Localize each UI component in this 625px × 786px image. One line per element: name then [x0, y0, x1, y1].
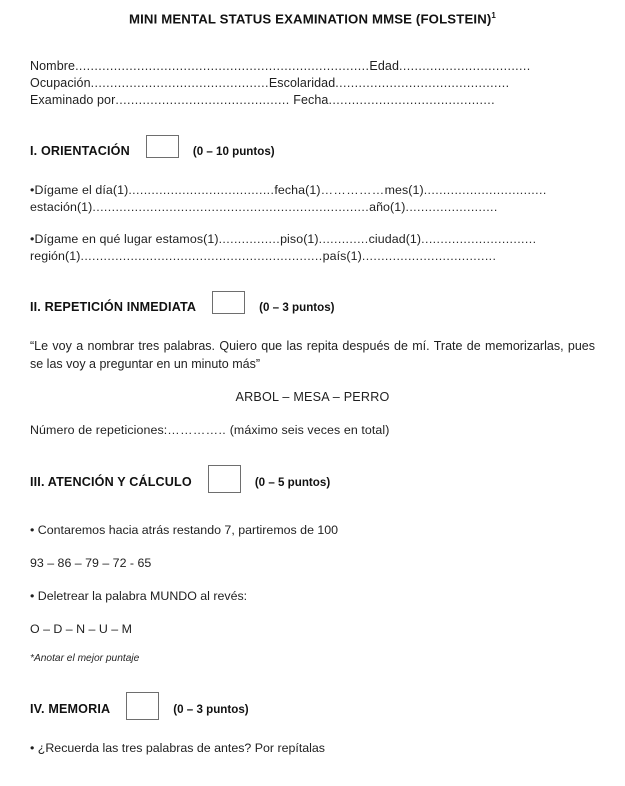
- fill-line-ciudad[interactable]: ..............................: [421, 232, 537, 247]
- fill-line-edad[interactable]: ..................................: [399, 59, 531, 74]
- fill-line-escolaridad[interactable]: .............................................: [335, 76, 510, 91]
- fill-line-piso[interactable]: .............: [318, 232, 369, 247]
- note-maximo-repeticiones: (máximo seis veces en total): [226, 422, 390, 437]
- score-box-orientacion[interactable]: [146, 135, 179, 158]
- title-footnote-marker: 1: [491, 11, 497, 20]
- question-line-region-pais: [30, 248, 595, 265]
- field-row-nombre: [30, 58, 595, 75]
- section-title-orientacion: I. ORIENTACIÓN: [30, 144, 130, 159]
- section-header-orientacion: [0, 135, 625, 167]
- label-numero-repeticiones: Número de repeticiones:: [30, 422, 168, 437]
- fill-line-ocupacion[interactable]: ..............................................: [90, 76, 269, 91]
- label-mes: mes(1): [384, 183, 424, 198]
- task-answer-restar-siete[interactable]: 93 – 86 – 79 – 72 - 65: [30, 555, 152, 570]
- label-fecha-item: fecha(1): [274, 183, 321, 198]
- fill-line-pais[interactable]: ...................................: [361, 249, 497, 264]
- task-label-restar-siete: • Contaremos hacia atrás restando 7, partiremos de 100: [30, 522, 339, 537]
- label-examinado-por: Examinado por: [30, 93, 116, 108]
- question-line-lugar-piso-ciudad: [30, 231, 595, 248]
- score-range-memoria: (0 – 3 puntos): [173, 702, 249, 716]
- field-row-examinado-por: [30, 92, 595, 109]
- fill-line-nombre[interactable]: ............................................................................: [75, 59, 370, 74]
- question-group-orientacion-tiempo: [0, 182, 625, 216]
- label-piso: piso(1): [280, 232, 319, 247]
- field-row-ocupacion: [30, 75, 595, 92]
- instruction-quote-repeticion: “Le voy a nombrar tres palabras. Quiero que las repita después de mí. Trate de memorizarlas, pues se las voy a preguntar en un minuto más”: [30, 339, 595, 371]
- task-label-deletrear-mundo: • Deletrear la palabra MUNDO al revés:: [30, 588, 248, 603]
- label-pais: país(1): [322, 249, 362, 264]
- fill-line-mes[interactable]: ................................: [423, 183, 547, 198]
- word-list-repeticion: ARBOL – MESA – PERRO: [235, 390, 390, 405]
- section-title-memoria: IV. MEMORIA: [30, 702, 111, 717]
- section-header-atencion-calculo: [0, 465, 625, 500]
- section-title-repeticion: II. REPETICIÓN INMEDIATA: [30, 300, 197, 315]
- fill-line-estacion[interactable]: ........................................................................: [92, 200, 370, 215]
- fill-line-region[interactable]: ...............................................................: [80, 249, 323, 264]
- label-region: región(1): [30, 249, 81, 264]
- label-escolaridad: Escolaridad: [268, 76, 336, 91]
- label-digame-lugar: •Dígame en qué lugar estamos(1): [30, 232, 219, 247]
- question-group-orientacion-lugar: [0, 231, 625, 265]
- fill-line-dia[interactable]: ......................................: [128, 183, 275, 198]
- score-range-atencion-calculo: (0 – 5 puntos): [254, 475, 331, 489]
- score-range-repeticion: (0 – 3 puntos): [259, 300, 335, 314]
- footnote-anotar-mejor-puntaje: *Anotar el mejor puntaje: [30, 652, 140, 664]
- score-box-atencion-calculo[interactable]: [208, 465, 241, 493]
- label-digame-el-dia: •Dígame el día(1): [30, 183, 129, 198]
- fill-line-lugar[interactable]: ................: [218, 232, 281, 247]
- task-label-recuerda-palabras: • ¿Recuerda las tres palabras de antes? Por repítalas: [30, 740, 325, 755]
- label-ciudad: ciudad(1): [368, 232, 422, 247]
- fill-line-fecha[interactable]: ...........................................: [328, 93, 496, 108]
- section-title-atencion-calculo: III. ATENCIÓN Y CÁLCULO: [30, 475, 192, 490]
- fill-line-fecha-item[interactable]: ……………: [320, 183, 385, 198]
- fill-line-examinado-por[interactable]: .............................................: [115, 93, 290, 108]
- question-line-dia-fecha-mes: [30, 182, 595, 199]
- label-edad: Edad: [369, 59, 399, 74]
- fill-line-numero-repeticiones[interactable]: …………..: [167, 422, 227, 437]
- patient-identity-fields: [0, 58, 625, 109]
- fill-line-ano[interactable]: ........................: [405, 200, 498, 215]
- label-ocupacion: Ocupación: [30, 76, 91, 91]
- section-header-memoria: [0, 692, 625, 727]
- label-nombre: Nombre: [30, 59, 76, 74]
- label-ano: año(1): [369, 200, 406, 215]
- repetitions-count-row: [0, 422, 625, 439]
- score-box-repeticion[interactable]: [212, 291, 245, 314]
- page-title: [0, 11, 625, 26]
- page-title-text: MINI MENTAL STATUS EXAMINATION MMSE (FOLSTEIN): [128, 11, 492, 27]
- label-fecha: Fecha: [289, 93, 329, 108]
- section-header-repeticion: [0, 291, 625, 323]
- question-line-estacion-ano: [30, 199, 595, 216]
- score-box-memoria[interactable]: [126, 692, 159, 720]
- label-estacion: estación(1): [30, 200, 93, 215]
- mmse-form-page: [0, 11, 625, 786]
- score-range-orientacion: (0 – 10 puntos): [192, 144, 275, 158]
- task-answer-deletrear-mundo[interactable]: O – D – N – U – M: [30, 621, 132, 636]
